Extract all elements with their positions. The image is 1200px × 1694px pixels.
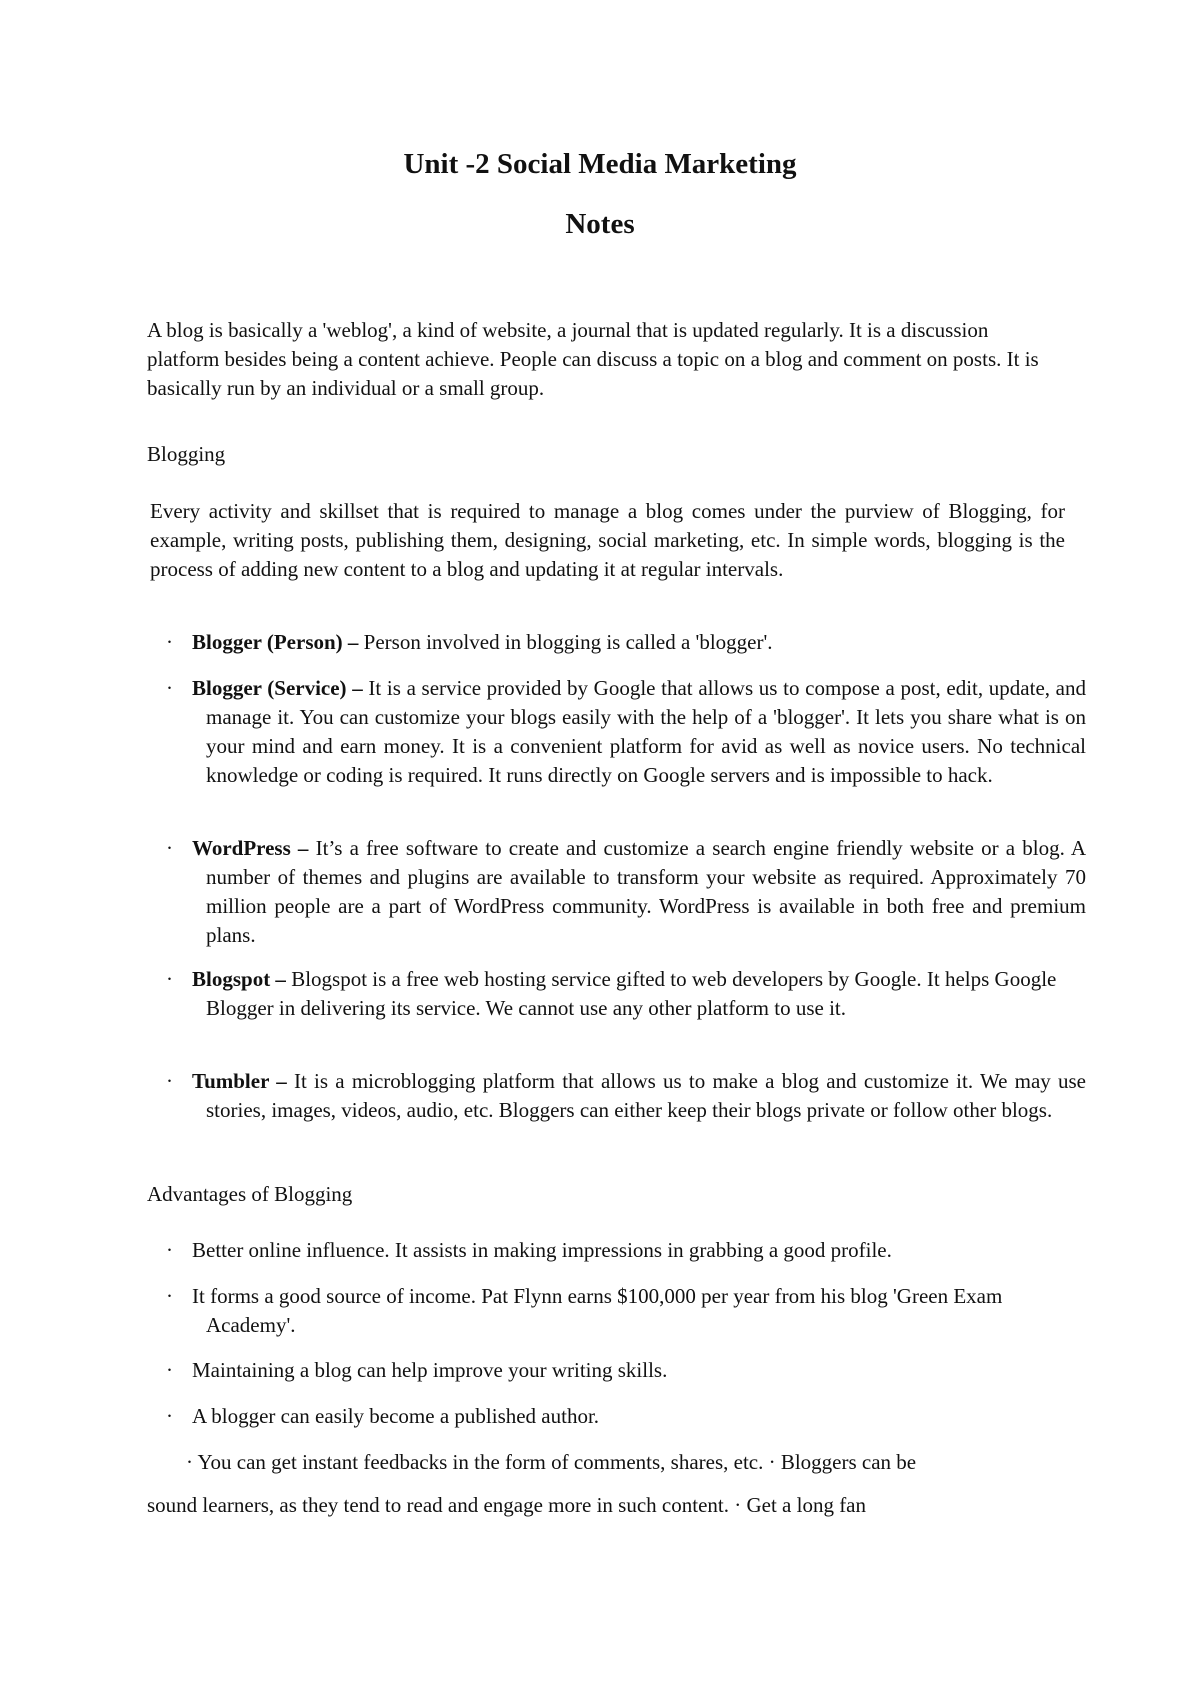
bullet-marker: · [166,630,173,654]
blogging-paragraph: Every activity and skillset that is required to manage a blog comes under the purview of Blogging, for example, writing posts, publishing them, designing, social marketing, etc. In simple words, blogging is the process of adding new content to a blog and updating it at regular intervals. [150,499,1065,581]
list-item [166,628,1086,657]
bullet-marker: · [166,1284,173,1308]
list-item-text: It is a microblogging platform that allows us to make a blog and customize it. We may use stories, images, videos, audio, etc. Bloggers can either keep their blogs private or follow other blogs. [206,1069,1087,1122]
list-item-term: Blogger (Service) – [192,676,363,700]
list-item-text: It’s a free software to create and customize a search engine friendly website or a blog. A number of themes and plugins are available to transform your website as required. Approximately 70 million people are a part of WordPress community. WordPress is available in both free and premium plans. [206,836,1086,947]
list-item-term: WordPress – [192,836,309,860]
list-item-term: Blogspot – [192,967,286,991]
list-item-text: It forms a good source of income. Pat Flynn earns $100,000 per year from his blog 'Green Exam Academy'. [192,1284,1003,1337]
list-item-text: A blogger can easily become a published author. [192,1404,600,1428]
list-item-text: Maintaining a blog can help improve your writing skills. [192,1358,668,1382]
list-item [166,1282,1036,1340]
list-item [166,1402,1086,1431]
intro-paragraph: A blog is basically a 'weblog', a kind of website, a journal that is updated regularly. It is a discussion platform besides being a content achieve. People can discuss a topic on a blog and comment on posts. It is basically run by an individual or a small group. [147,318,1039,400]
bullet-marker: · [166,1404,173,1428]
tail-line: sound learners, as they tend to read and engage more in such content. · Get a long fan [147,1493,867,1517]
page-title: Unit -2 Social Media Marketing [403,148,797,180]
list-item [166,1356,1086,1385]
bullet-marker: · [166,1069,173,1093]
page-subtitle: Notes [565,208,635,240]
list-item-text: It is a service provided by Google that allows us to compose a post, edit, update, and manage it. You can customize your blogs easily with the help of a 'blogger'. It lets you share what is on your mind and earn money. It is a convenient platform for avid as well as novice users. No technical knowledge or coding is required. It runs directly on Google servers and is impossible to hack. [206,676,1086,787]
list-item [166,674,1086,790]
list-item [166,1067,1087,1125]
list-item-term: Blogger (Person) – [192,630,359,654]
blogging-heading: Blogging [147,442,226,466]
bullet-marker: · [166,836,173,860]
bullet-marker: · [166,676,173,700]
bullet-marker: · [166,967,173,991]
tail-line: · You can get instant feedbacks in the form of comments, shares, etc. · Bloggers can be [186,1450,917,1474]
list-item-text: Person involved in blogging is called a 'blogger'. [358,630,773,654]
list-item-text: Blogspot is a free web hosting service gifted to web developers by Google. It helps Google Blogger in delivering its service. We cannot use any other platform to use it. [206,967,1057,1020]
list-item-term: Tumbler – [192,1069,287,1093]
list-item-text: Better online influence. It assists in making impressions in grabbing a good profile. [192,1238,892,1262]
list-item [166,965,1086,1023]
bullet-marker: · [166,1358,173,1382]
bullet-marker: · [166,1238,173,1262]
list-item [166,834,1086,950]
list-item [166,1236,1086,1265]
advantages-heading: Advantages of Blogging [147,1182,353,1206]
